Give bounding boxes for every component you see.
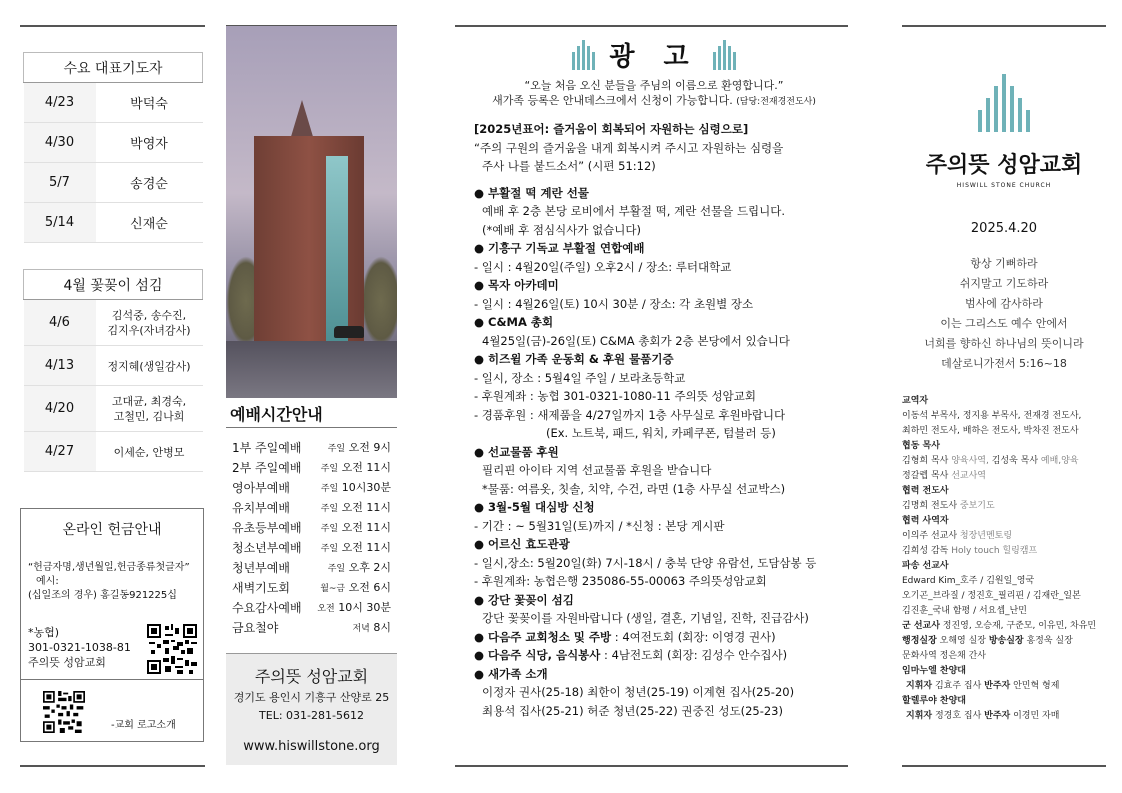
church-address: 경기도 용인시 기흥구 산양로 25 xyxy=(233,691,390,704)
list-item: ● 새가족 소개 xyxy=(474,666,548,681)
prayer-title: 수요 대표기도자 xyxy=(24,53,203,83)
service-times-title: 예배시간안내 xyxy=(230,405,323,424)
announcement-detail: 강단 꽃꽂이를 자원바랍니다 (생일, 결혼, 기념일, 진학, 진급감사) xyxy=(482,611,809,625)
announcement-detail: 예배 후 2층 본당 로비에서 부활절 떡, 계란 선물을 드립니다. xyxy=(482,204,786,218)
announcement-detail: - 기간 : ~ 5월31일(토)까지 / *신청 : 본당 게시판 xyxy=(474,518,725,533)
list-item: 유치부예배 주일 오전 11시 xyxy=(232,500,391,515)
motto-title: [2025년표어: 즐거움이 회복되어 자원하는 심령으로] xyxy=(474,122,749,136)
list-item: 1부 주일예배 주일 오전 9시 xyxy=(232,440,391,455)
divider-bottom-col4 xyxy=(902,765,1106,767)
welcome-message: “오늘 처음 오신 분들을 주님의 이름으로 환영합니다.” 새가족 등록은 안내데스크에서 신청이 가능합니다. (담당:전재경전도사) xyxy=(492,79,816,107)
bulletin-date: 2025.4.20 xyxy=(970,221,1038,236)
list-item: ● 3월-5월 대심방 신청 xyxy=(474,500,595,514)
church-logo-name: 주의뜻 성암교회 xyxy=(925,153,1083,178)
list-item: ● 부활절 떡 계란 선물 xyxy=(474,185,589,200)
church-logo-qr-code-icon[interactable] xyxy=(43,691,85,733)
announcement-list xyxy=(474,120,850,720)
list-item: ● 다음주 교회청소 및 주방 : 4여전도회 (회장: 이영경 권사) xyxy=(474,629,776,644)
left-column xyxy=(20,26,205,472)
divider-bottom-col1 xyxy=(20,765,205,767)
list-item: 영아부예배 주일 10시30분 xyxy=(232,480,391,495)
new-family-list: 이정자 권사(25-18) 최한이 청년(25-19) 이계현 집사(25-20) xyxy=(482,685,795,699)
motto-verse: 주사 나를 붙드소서” (시편 51:12) xyxy=(482,159,656,173)
church-website-link[interactable]: www.hiswillstone.org xyxy=(243,739,380,754)
table-row: 4/6 김석중, 송수진, 김지우(자녀감사) xyxy=(24,300,203,346)
announcement-detail: - 일시 : 4월26일(토) 10시 30분 / 장소: 각 초원별 장소 xyxy=(474,296,754,311)
organ-pipes-icon xyxy=(713,40,736,70)
list-item: ● C&MA 총회 xyxy=(474,315,554,329)
divider-bottom-col3 xyxy=(455,765,848,767)
online-offering-title: 온라인 헌금안내 xyxy=(62,522,162,538)
church-logo-icon xyxy=(902,70,1106,132)
announcement-detail: (*예배 후 점심식사가 없습니다) xyxy=(482,222,641,237)
church-logo-subtitle: HISWILL STONE CHURCH xyxy=(956,182,1052,189)
flowers-table xyxy=(23,269,203,472)
church-info-box xyxy=(226,653,397,765)
table-row: 4/20 고대균, 최경숙, 고철민, 김나희 xyxy=(24,386,203,432)
list-item: ● 선교물품 후원 xyxy=(474,444,559,459)
list-item: ● 기흥구 기독교 부활절 연합예배 xyxy=(474,241,645,255)
online-offering-instructions: “헌금자명,생년월일,헌금종류첫글자” 예시: (십일조의 경우) 홍길동921225십 xyxy=(28,562,190,601)
announcement-detail: 4월25일(금)-26일(토) C&MA 총회가 2층 본당에서 있습니다 xyxy=(482,333,790,348)
list-item: 유초등부예배 주일 오전 11시 xyxy=(232,520,391,535)
announcement-detail: - 일시 : 4월20일(주일) 오후2시 / 장소: 루터대학교 xyxy=(474,259,732,274)
staff-list: 교역자 이동석 부목사, 정지용 부목사, 전재경 전도사, 최하민 전도사, 배하은 전도사, 박차진 전도사 협동 목사 김형희 목사 양육사역, 김성욱 목사 예배,양육 정갈렙 목사 선교사역 협력 전도사 김명희 전도사 중보기도 협력 사역자 이의주 선교사 청장년멘토링 김희성 감독 Holy touch 힐링캠프 파송 선교사 Edward Kim_호주 / 김원일_영국 오기곤_브라질 / 정진호_필리핀 / 김재란_일본 김진훈_국내 함평 / 서요셉_난민 군 선교사 정진영, 오승재, 구준모, 이유민, 차유민 행정실장 오해영 실장 방송실장 홍정욱 실장 문화사역 정은채 간사 임마누엘 찬양대 지휘자 김효주 집사 반주자 안민혁 형제 할렐루야 찬양대 지휘자 정경호 집사 반주자 이경민 자매 xyxy=(902,396,1097,721)
list-item: 금요철야 저녁 8시 xyxy=(232,620,391,635)
list-item: ● 다음주 식당, 음식봉사 : 4남전도회 (회장: 김성수 안수집사) xyxy=(474,648,788,662)
church-name: 주의뜻 성암교회 xyxy=(254,667,369,686)
announcements-title: 광 고 xyxy=(609,42,699,72)
list-item: 수요감사예배 오전 10시 30분 xyxy=(232,600,391,615)
list-item: ● 히즈윌 가족 운동회 & 후원 물품기증 xyxy=(474,352,674,366)
motto-verse: “주의 구원의 즐거움을 내게 회복시켜 주시고 자원하는 심령을 xyxy=(474,140,784,155)
church-window-icon xyxy=(326,156,348,341)
announcement-detail: 필리핀 아이타 지역 선교물품 후원을 받습니다 xyxy=(482,463,712,477)
car-icon xyxy=(334,326,364,338)
list-item: ● 강단 꽃꽂이 섬김 xyxy=(474,592,574,607)
flowers-title: 4월 꽃꽂이 섬김 xyxy=(24,270,203,300)
church-logo-label: -교회 로고소개 xyxy=(111,720,176,731)
announcement-detail: - 일시, 장소 : 5월4일 주일 / 보라초등학교 xyxy=(474,370,686,385)
service-times-list xyxy=(226,427,397,637)
cover-column xyxy=(902,26,1106,724)
new-family-list: 최용석 집사(25-21) 허준 청년(25-22) 권중진 성도(25-23) xyxy=(482,703,783,718)
tree-icon xyxy=(361,256,397,346)
church-spire-icon xyxy=(290,100,314,140)
list-item: ● 목자 아카데미 xyxy=(474,278,559,292)
divider xyxy=(21,679,203,680)
announcements-header xyxy=(458,36,850,73)
church-building-photo xyxy=(226,26,397,398)
plaza-icon xyxy=(226,341,397,398)
announcement-detail: - 후원계좌: 농협은행 235086-55-00063 주의뜻성암교회 xyxy=(474,574,767,588)
church-phone: TEL: 031-281-5612 xyxy=(259,709,364,722)
table-row: 4/13 정지혜(생일감사) xyxy=(24,346,203,386)
table-row: 4/27 이세순, 안병모 xyxy=(24,432,203,472)
announcement-detail: - 경품후원 : 새제품을 4/27일까지 1층 사무실로 후원바랍니다 xyxy=(474,407,786,422)
table-row: 5/14 신재순 xyxy=(24,203,203,243)
announcements-column xyxy=(458,26,850,720)
offering-qr-code-icon[interactable] xyxy=(147,624,197,674)
list-item: 새벽기도회 월~금 오전 6시 xyxy=(232,580,391,595)
bank-account: *농협) 301-0321-1038-81 주의뜻 성암교회 xyxy=(28,626,131,669)
prayer-table xyxy=(23,52,203,243)
online-offering-box xyxy=(20,508,204,742)
table-row: 5/7 송경순 xyxy=(24,163,203,203)
announcement-detail: - 후원계좌 : 농협 301-0321-1080-11 주의뜻 성암교회 xyxy=(474,389,756,403)
table-row: 4/23 박덕숙 xyxy=(24,83,203,123)
list-item: 청년부예배 주일 오후 2시 xyxy=(232,560,391,575)
table-row: 4/30 박영자 xyxy=(24,123,203,163)
list-item: ● 어르신 효도관광 xyxy=(474,537,570,551)
scripture-verse: 항상 기뻐하라 쉬지말고 기도하라 범사에 감사하라 이는 그리스도 예수 안에서 너희를 향하신 하나님의 뜻이니라 데살로니가전서 5:16~18 xyxy=(924,257,1084,370)
announcement-detail: - 일시,장소: 5월20일(화) 7시-18시 / 충북 단양 유람선, 도담삼봉 등 xyxy=(474,555,817,570)
announcement-detail: *물품: 여름옷, 칫솔, 치약, 수건, 라면 (1층 사무실 선교박스) xyxy=(482,481,786,496)
announcement-detail: (Ex. 노트북, 패드, 워치, 카페쿠폰, 텀블러 등) xyxy=(546,426,776,440)
list-item: 2부 주일예배 주일 오전 11시 xyxy=(232,460,391,475)
organ-pipes-icon xyxy=(572,40,595,70)
list-item: 청소년부예배 주일 오전 11시 xyxy=(232,540,391,555)
